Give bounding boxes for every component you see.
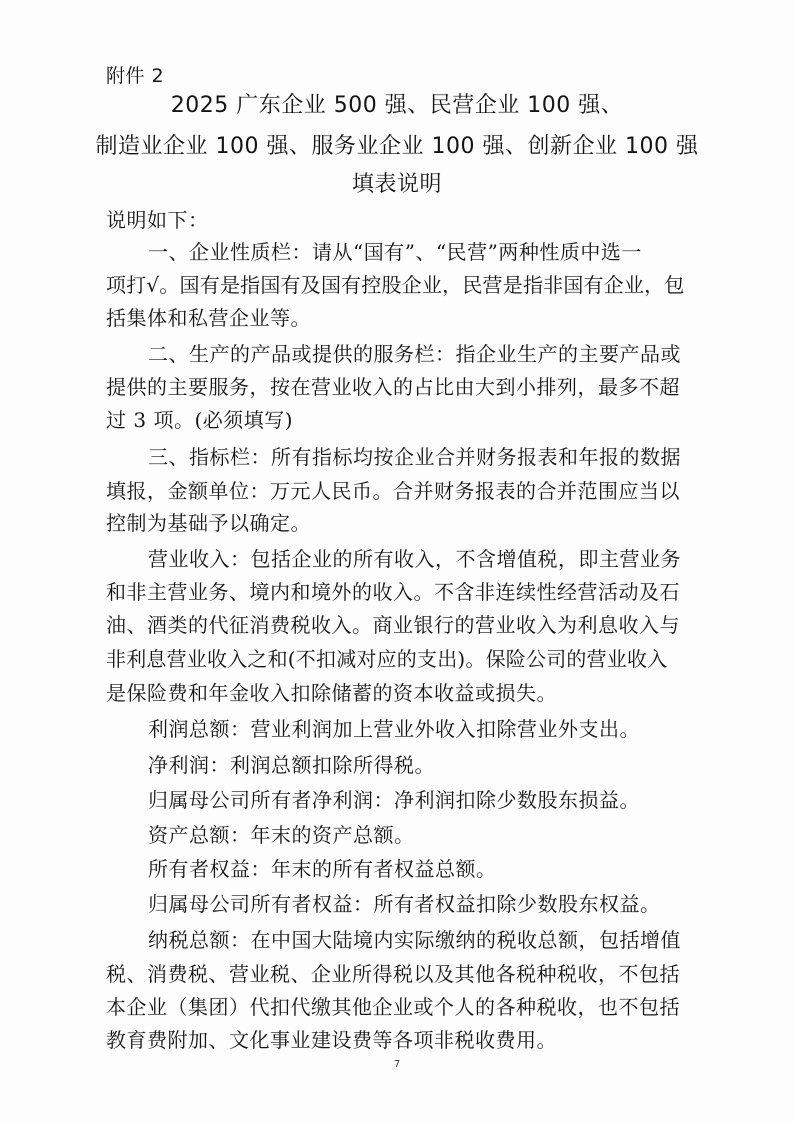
body-line-intro: 说明如下： bbox=[106, 208, 209, 232]
body-line: 填报，金额单位：万元人民币。合并财务报表的合并范围应当以 bbox=[106, 479, 680, 503]
body-line: 所有者权益：年末的所有者权益总额。 bbox=[148, 857, 497, 881]
body-line: 利润总额：营业利润加上营业外收入扣除营业外支出。 bbox=[148, 717, 640, 741]
body-line: 营业收入：包括企业的所有收入，不含增值税，即主营业务 bbox=[148, 547, 681, 571]
body-line: 教育费附加、文化事业建设费等各项非税收费用。 bbox=[106, 1028, 557, 1052]
body-line: 项打√。国有是指国有及国有控股企业，民营是指非国有企业，包 bbox=[106, 273, 685, 297]
body-line: 提供的主要服务，按在营业收入的占比由大到小排列，最多不超 bbox=[106, 375, 680, 399]
body-line: 和非主营业务、境内和境外的收入。不含非连续性经营活动及石 bbox=[106, 580, 680, 604]
body-line: 归属母公司所有者净利润：净利润扣除少数股东损益。 bbox=[148, 788, 640, 812]
body-line: 是保险费和年金收入扣除储蓄的资本收益或损失。 bbox=[106, 681, 557, 705]
body-line: 本企业（集团）代扣代缴其他企业或个人的各种税收，也不包括 bbox=[106, 995, 680, 1019]
body-line: 油、酒类的代征消费税收入。商业银行的营业收入为利息收入与 bbox=[106, 613, 680, 637]
body-line: 二、生产的产品或提供的服务栏：指企业生产的主要产品或 bbox=[148, 342, 681, 366]
title-line-2: 制造业企业 100 强、服务业企业 100 强、创新企业 100 强 bbox=[95, 134, 699, 159]
page-number: 7 bbox=[393, 1059, 401, 1070]
body-line: 税、消费税、营业税、企业所得税以及其他各税种税收，不包括 bbox=[106, 962, 680, 986]
body-line: 括集体和私营企业等。 bbox=[106, 306, 311, 330]
body-line: 纳税总额：在中国大陆境内实际缴纳的税收总额，包括增值 bbox=[148, 928, 681, 952]
body-line: 控制为基础予以确定。 bbox=[106, 511, 311, 535]
body-line: 一、企业性质栏：请从“国有”、“民营”两种性质中选一 bbox=[148, 240, 642, 264]
attachment-label: 附件 2 bbox=[106, 65, 165, 87]
body-line: 三、指标栏：所有指标均按企业合并财务报表和年报的数据 bbox=[148, 445, 681, 469]
body-line: 净利润：利润总额扣除所得税。 bbox=[148, 753, 435, 777]
body-line: 过 3 项。(必须填写) bbox=[106, 408, 294, 432]
body-line: 非利息营业收入之和(不扣减对应的支出)。保险公司的营业收入 bbox=[106, 647, 668, 671]
title-line-3: 填表说明 bbox=[351, 172, 442, 197]
body-line: 资产总额：年末的资产总额。 bbox=[148, 823, 415, 847]
title-line-1: 2025 广东企业 500 强、民营企业 100 强、 bbox=[170, 93, 624, 118]
body-line: 归属母公司所有者权益：所有者权益扣除少数股东权益。 bbox=[148, 892, 661, 916]
